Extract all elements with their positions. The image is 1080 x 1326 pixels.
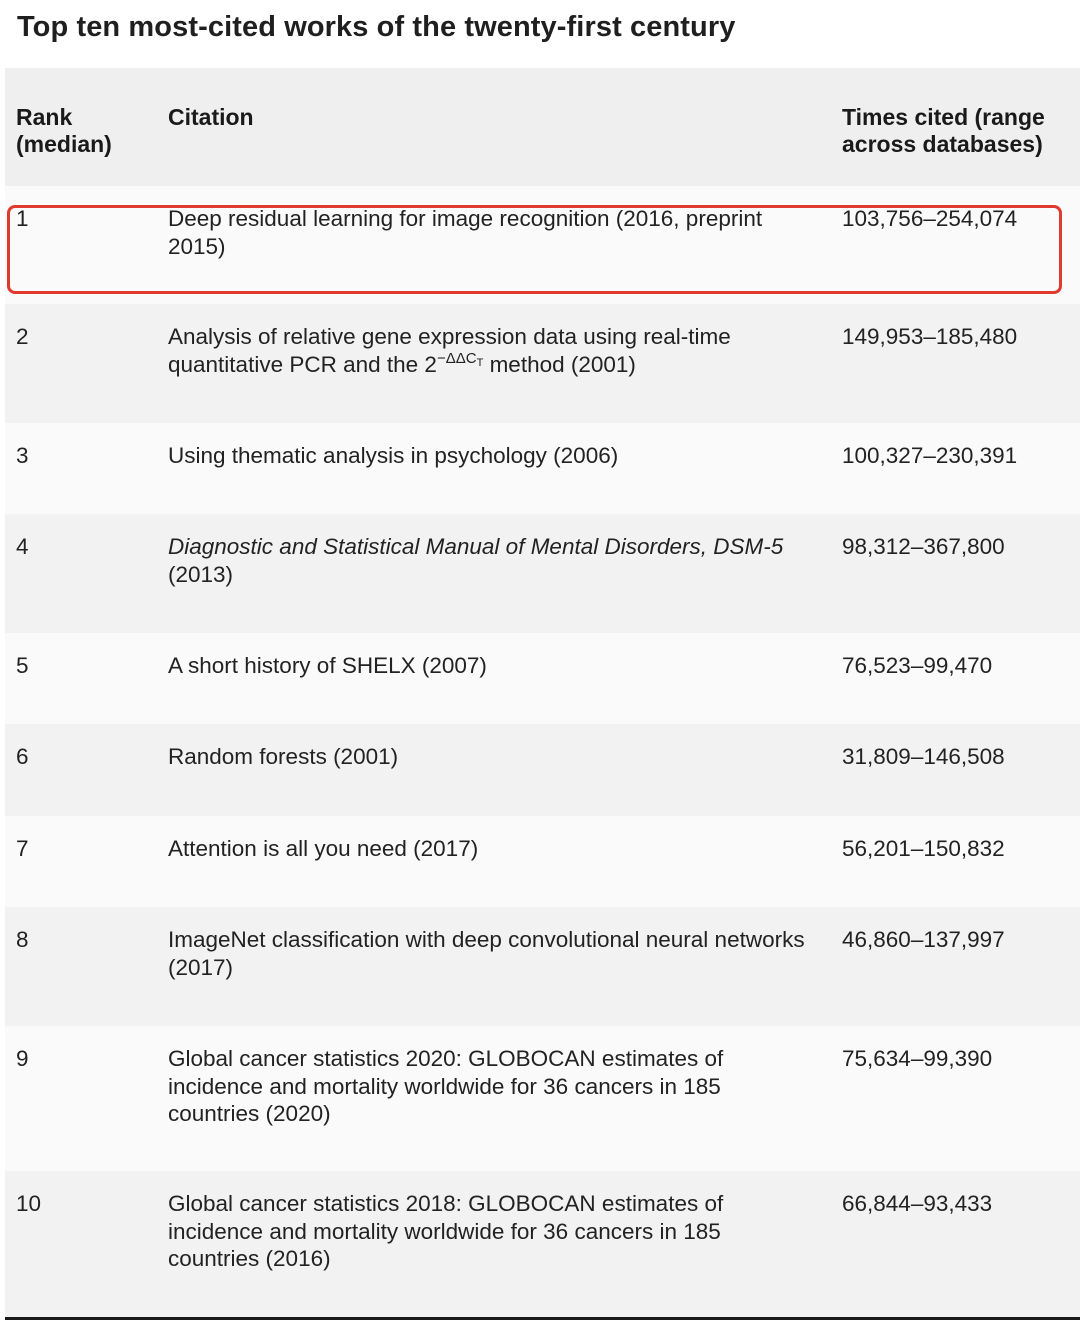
superscript-text: −ΔΔC xyxy=(436,349,477,367)
rank-cell: 7 xyxy=(16,836,29,861)
header-times-cited: Times cited (range across databases) xyxy=(842,104,1045,157)
citation-cell: ImageNet classification with deep convolutional neural networks (2017) xyxy=(168,927,805,980)
citation-cell: Using thematic analysis in psychology (2006) xyxy=(168,443,619,468)
citation-italic-text: Diagnostic and Statistical Manual of Mental Disorders, DSM-5 xyxy=(168,534,784,559)
rank-cell: 5 xyxy=(16,653,29,678)
table-header xyxy=(5,68,1080,186)
citation-text: Analysis of relative gene expression data using real-time quantitative PCR and the 2 xyxy=(168,324,731,377)
times-cited-cell: 66,844–93,433 xyxy=(842,1191,993,1216)
citation-cell: A short history of SHELX (2007) xyxy=(168,653,487,678)
table-row xyxy=(5,1026,1080,1171)
times-cited-cell: 149,953–185,480 xyxy=(842,324,1018,349)
citation-text-after: method (2001) xyxy=(483,351,636,377)
rank-cell: 6 xyxy=(16,744,29,769)
subscript: T xyxy=(476,356,484,369)
citation-cell xyxy=(168,323,818,378)
citation-cell: Random forests (2001) xyxy=(168,744,399,769)
table-row xyxy=(5,423,1080,514)
times-cited-cell: 98,312–367,800 xyxy=(842,534,1005,559)
rank-cell: 1 xyxy=(16,206,29,231)
citation-text-after: (2013) xyxy=(168,561,234,587)
times-cited-cell: 56,201–150,832 xyxy=(842,836,1005,861)
rank-cell: 2 xyxy=(16,324,29,349)
rank-cell: 9 xyxy=(16,1046,29,1071)
table-row xyxy=(5,724,1080,816)
header-citation: Citation xyxy=(168,104,254,130)
table-row xyxy=(5,633,1080,724)
times-cited-cell: 103,756–254,074 xyxy=(842,206,1018,231)
table-row xyxy=(5,816,1080,907)
citation-cell: Global cancer statistics 2020: GLOBOCAN estimates of incidence and mortality worldwide for 36 cancers in 185 countries (2020) xyxy=(168,1046,724,1126)
times-cited-cell: 75,634–99,390 xyxy=(842,1046,993,1071)
rank-cell: 8 xyxy=(16,927,29,952)
rank-cell: 4 xyxy=(16,534,29,559)
table-row xyxy=(5,186,1080,304)
table-row xyxy=(5,514,1080,633)
table-bottom-rule xyxy=(5,1317,1080,1320)
table-row xyxy=(5,1171,1080,1317)
times-cited-cell: 76,523–99,470 xyxy=(842,653,993,678)
rank-cell: 10 xyxy=(16,1191,42,1216)
citation-cell: Deep residual learning for image recognition (2016, preprint 2015) xyxy=(168,206,763,259)
citations-table xyxy=(5,68,1080,1317)
table-row xyxy=(5,304,1080,423)
table-row xyxy=(5,907,1080,1026)
times-cited-cell: 100,327–230,391 xyxy=(842,443,1018,468)
times-cited-cell: 46,860–137,997 xyxy=(842,927,1005,952)
times-cited-cell: 31,809–146,508 xyxy=(842,744,1005,769)
citation-cell: Attention is all you need (2017) xyxy=(168,836,479,861)
citation-cell: Global cancer statistics 2018: GLOBOCAN estimates of incidence and mortality worldwide for 36 cancers in 185 countries (2016) xyxy=(168,1191,724,1271)
header-rank: Rank (median) xyxy=(16,104,112,157)
citation-cell xyxy=(168,533,818,588)
page-title: Top ten most-cited works of the twenty-first century xyxy=(17,11,736,43)
superscript xyxy=(437,350,483,367)
rank-cell: 3 xyxy=(16,443,29,468)
